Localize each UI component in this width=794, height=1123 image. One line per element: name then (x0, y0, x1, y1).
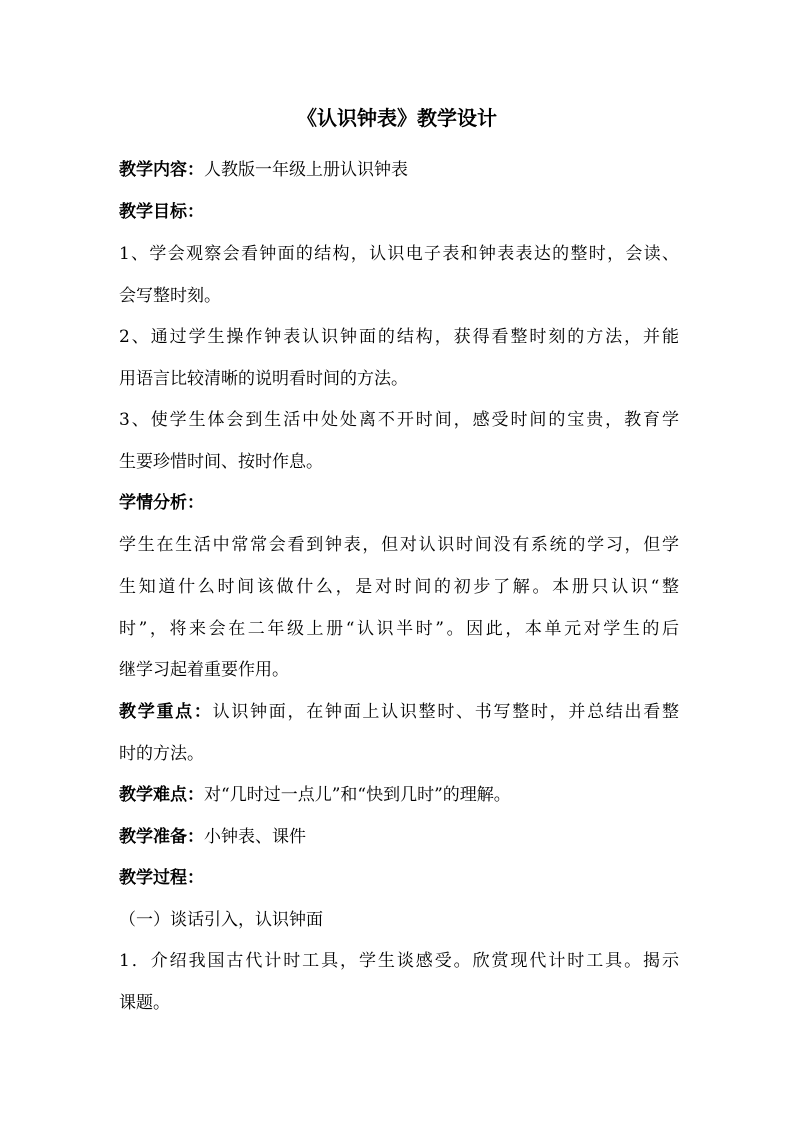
process-heading (119, 866, 679, 890)
preparation-label: 教学准备： (119, 827, 204, 847)
analysis-line-1: 学生在生活中常常会看到钟表，但对认识时间没有系统的学习，但学 (119, 535, 679, 555)
goal-3-line-2: 生要珍惜时间、按时作息。 (119, 452, 323, 472)
document-title: 《认识钟表》教学设计 (297, 106, 497, 130)
goal-3-line-1: 3、使学生体会到生活中处处离不开时间，感受时间的宝贵，教育学 (119, 410, 679, 430)
analysis-line-2: 生知道什么时间该做什么，是对时间的初步了解。本册只认识“整 (119, 577, 679, 597)
teaching-content-line (119, 158, 679, 182)
difficulties-text: 对“几时过一点儿”和“快到几时”的理解。 (204, 785, 511, 805)
key-points-line-1 (119, 700, 679, 724)
teaching-content-label: 教学内容： (119, 160, 204, 180)
process-step-1-line-1: 1．介绍我国古代计时工具，学生谈感受。欣赏现代计时工具。揭示 (119, 951, 679, 971)
preparation-text: 小钟表、课件 (204, 827, 306, 847)
analysis-line-4: 继学习起着重要作用。 (119, 660, 289, 680)
key-points-text: 认识钟面，在钟面上认识整时、书写整时，并总结出看整 (212, 702, 679, 722)
key-points-line-2: 时的方法。 (119, 744, 204, 764)
teaching-goals-heading (119, 200, 679, 224)
student-analysis-heading (119, 491, 679, 515)
teaching-content-text: 人教版一年级上册认识钟表 (204, 160, 408, 180)
process-label: 教学过程： (119, 868, 204, 888)
teaching-goals-label: 教学目标： (119, 202, 204, 222)
difficulties-line (119, 783, 679, 807)
process-step-1-line-2: 课题。 (119, 993, 170, 1013)
goal-2-line-1: 2、通过学生操作钟表认识钟面的结构，获得看整时刻的方法，并能 (119, 327, 679, 347)
goal-1-line-2: 会写整时刻。 (119, 286, 221, 306)
student-analysis-label: 学情分析： (119, 493, 204, 513)
process-section-1: （一）谈话引入，认识钟面 (119, 910, 323, 930)
difficulties-label: 教学难点： (119, 785, 204, 805)
analysis-line-3: 时”，将来会在二年级上册“认识半时”。因此，本单元对学生的后 (119, 619, 679, 639)
key-points-label: 教学重点： (119, 702, 213, 722)
goal-1-line-1: 1、学会观察会看钟面的结构，认识电子表和钟表表达的整时，会读、 (119, 244, 679, 264)
goal-2-line-2: 用语言比较清晰的说明看时间的方法。 (119, 369, 408, 389)
preparation-line (119, 825, 679, 849)
